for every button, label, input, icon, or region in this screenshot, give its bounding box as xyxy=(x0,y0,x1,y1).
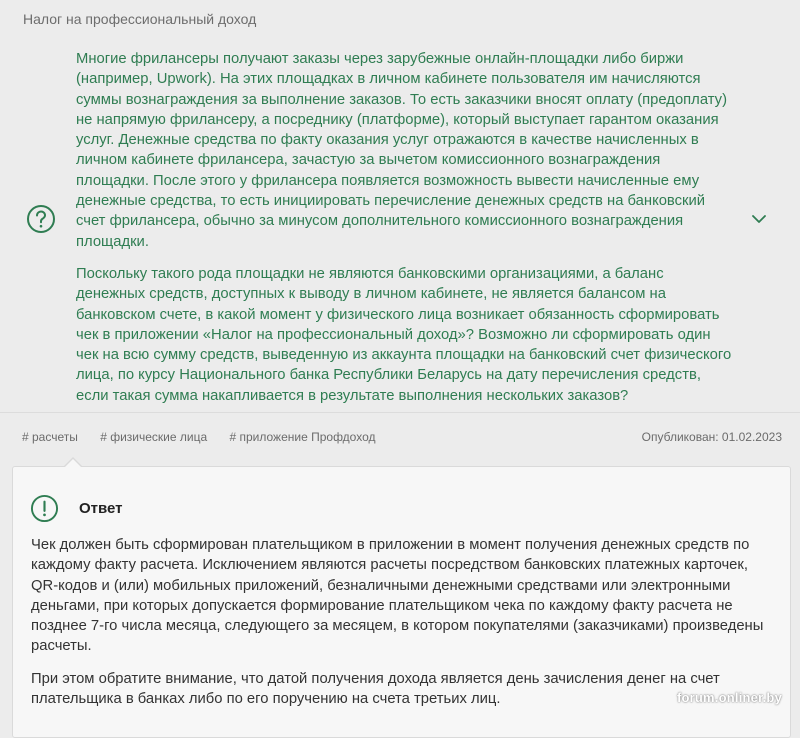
question-circle-icon xyxy=(26,204,56,234)
answer-title: Ответ xyxy=(79,500,123,517)
watermark: forum.onliner.by xyxy=(676,690,782,705)
page-title: Налог на профессиональный доход xyxy=(23,11,257,27)
answer-paragraph-2: При этом обратите внимание, что датой получения дохода является день зачисления денег на счет плательщика в банках либо по его поручению на счета третьих лиц. xyxy=(31,670,720,708)
tags-row xyxy=(22,430,782,446)
question-text xyxy=(76,49,736,418)
question-paragraph-1: Многие фрилансеры получают заказы через зарубежные онлайн-площадки либо биржи (например, Upwork). На этих площадках в личном кабинете пользователя им начисляются суммы вознаграждения за выполнение заказов. То есть заказчики вносят оплату (предоплату) не напрямую фрилансеру, а посреднику (платформе), который выступает гарантом оказания услуг. Денежные средства по факту оказания услуг отражаются в качестве начисленных в личном кабинете фрилансера, зачастую за вычетом комиссионного вознаграждения площадки. После этого у фрилансера появляется возможность вывести начисленные ему денежные средства, то есть инициировать перечисление денежных средств на банковский счет фрилансера, обычно за минусом дополнительного комиссионного вознаграждения площадки. xyxy=(76,51,727,250)
question-paragraph-2: Поскольку такого рода площадки не являются банковскими организациями, а баланс денежных средств, доступных к выводу в личном кабинете, не является балансом на банковском счете, в какой момент у физического лица возникает обязанность сформировать чек в приложении «Налог на профессиональный доход»? Возможно ли сформировать один чек на всю сумму средств, выведенную из аккаунта площадки на банковский счет физического лица, по курсу Национального банка Республики Беларусь на дату перечисления средств, если такая сумма накапливается в результате выполнения нескольких заказов? xyxy=(76,265,732,404)
answer-card-pointer-fill xyxy=(64,459,82,468)
answer-paragraph-1: Чек должен быть сформирован плательщиком в приложении в момент получения денежных средств по каждому факту расчета. Исключением являются расчеты посредством банковских платежных карточек, QR-кодов и (или) мобильных приложений, безналичными денежными средствами или электронными деньгами, при которых допускается формирование плательщиком чека по каждому факту расчета не позднее 7-го числа месяца, следующего за месяцем, в котором покупателями (заказчиками) произведены расчеты. xyxy=(31,537,764,655)
exclamation-circle-icon xyxy=(30,494,59,523)
section-divider xyxy=(0,412,800,413)
tag-rasschety[interactable]: # расчеты xyxy=(22,430,78,444)
published-date: Опубликован: 01.02.2023 xyxy=(641,430,782,444)
answer-text xyxy=(31,535,771,721)
chevron-down-icon[interactable] xyxy=(750,210,768,228)
tag-fizicheskie-litsa[interactable]: # физические лица xyxy=(100,430,208,444)
tag-prilozhenie-profdokhod[interactable]: # приложение Профдоход xyxy=(229,430,376,444)
